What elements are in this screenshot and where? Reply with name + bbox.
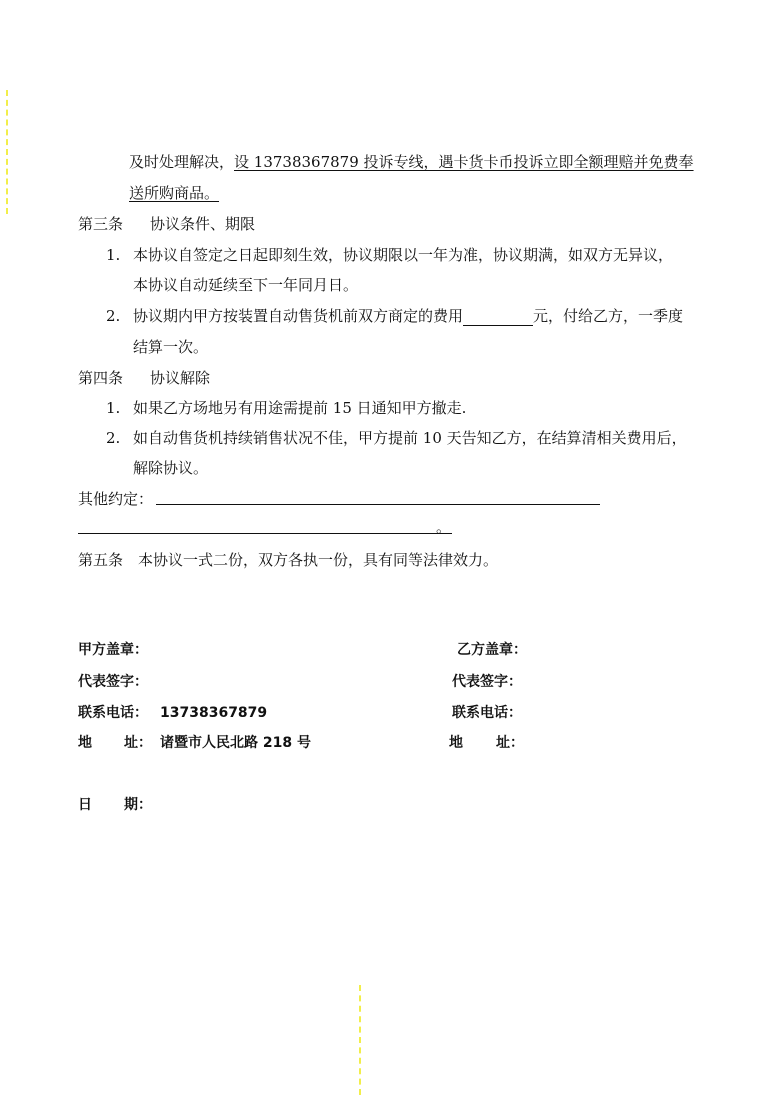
other-agreements-line2 [78,533,452,534]
party-b-address-label-1: 地 [449,735,463,751]
article4-item1-number: 1. [106,399,121,417]
clause-prev-line2: 送所购商品。 [129,184,220,202]
article4-item2-number: 2. [106,429,121,447]
party-a-address-label-2: 址： [124,735,152,751]
article3-item2-number: 2. [106,307,121,325]
date-label-1: 日 [78,797,92,813]
clause-prev-line1 [129,152,694,172]
article3-item2-line1 [133,306,683,326]
article4-title: 协议解除 [150,369,211,387]
party-a-phone-value: 13738367879 [160,705,268,721]
article4-heading: 第四条 [78,369,124,387]
party-b-sign-label: 代表签字： [452,674,522,690]
article3-title: 协议条件、期限 [150,215,256,233]
article3-item2-text-a: 协议期内甲方按装置自动售货机前双方商定的费用 [133,307,464,325]
other-agreements-label: 其他约定： [78,490,154,508]
article3-heading: 第三条 [78,215,124,233]
complaint-hotline-text: 设 13738367879 投诉专线，遇卡货卡币投诉立即全额理赔并免费奉 [234,153,694,171]
party-a-sign-label: 代表签字： [78,674,148,690]
party-a-seal-label: 甲方盖章： [78,642,148,658]
article3-item1-line2: 本协议自动延续至下一年同月日。 [133,276,359,294]
margin-guide-left [6,90,8,214]
article4-item1-line1: 如果乙方场地另有用途需提前 15 日通知甲方撤走. [133,399,467,417]
party-b-seal-label: 乙方盖章： [457,642,527,658]
other-agreements-end-mark: 。 [436,518,452,536]
party-a-address-value: 诸暨市人民北路 218 号 [160,735,311,751]
article3-item1-line1: 本协议自签定之日起即刻生效，协议期限以一年为准，协议期满，如双方无异议， [133,246,674,264]
margin-guide-bottom [359,985,361,1095]
article4-item2-line1: 如自动售货机持续销售状况不佳，甲方提前 10 天告知乙方，在结算清相关费用后， [133,429,687,447]
article3-item2-line2: 结算一次。 [133,338,209,356]
date-label-2: 期： [124,797,152,813]
party-a-address-label-1: 地 [78,735,92,751]
party-a-phone-label: 联系电话： [78,705,148,721]
article3-item2-text-b: 元，付给乙方，一季度 [533,307,684,325]
fee-amount-blank [463,309,533,326]
clause-prev-plain: 及时处理解决， [129,153,235,171]
article3-item1-number: 1. [106,246,121,264]
article4-item2-line2: 解除协议。 [133,459,209,477]
other-agreements-line1 [156,504,600,505]
party-b-address-label-2: 址： [496,735,524,751]
party-b-phone-label: 联系电话： [452,705,522,721]
article5-text: 第五条 本协议一式二份，双方各执一份，具有同等法律效力。 [78,551,499,569]
